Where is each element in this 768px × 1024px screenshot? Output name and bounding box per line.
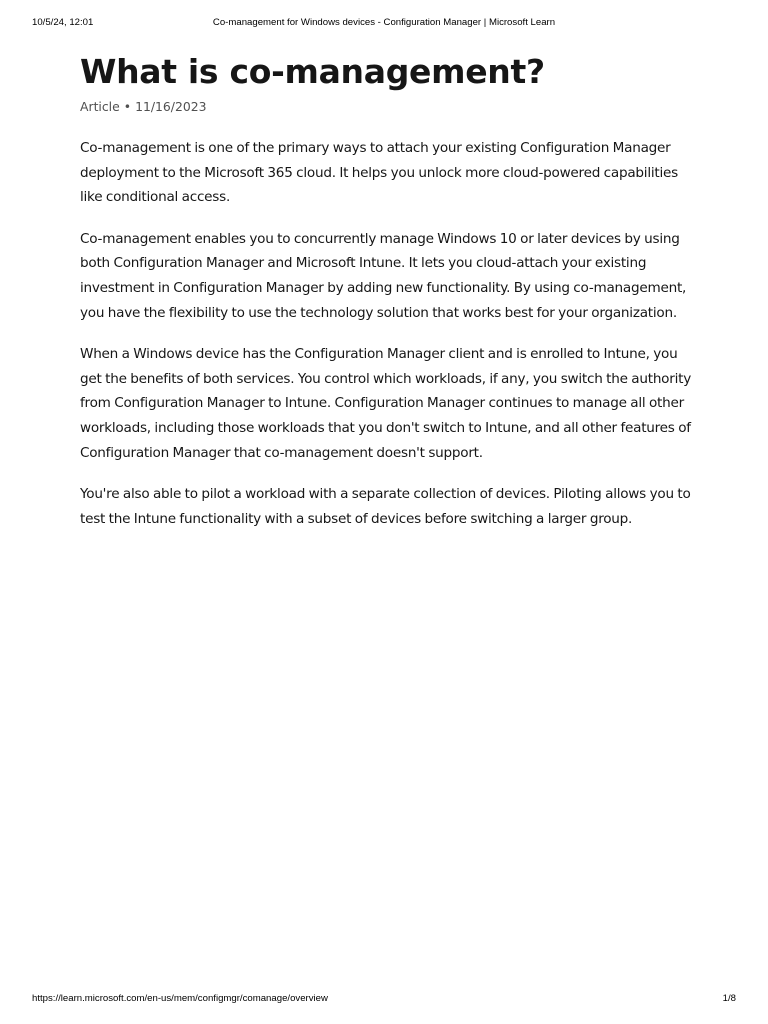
article-body [80,136,692,531]
print-footer [0,993,768,1009]
page-number: 1/8 [722,993,736,1004]
page-url: https://learn.microsoft.com/en-us/mem/configmgr/comanage/overview [32,993,328,1004]
article-type: Article [80,99,120,114]
paragraph: You're also able to pilot a workload with a separate collection of devices. Piloting allows you to test the Intune functionality with a subset of devices before switching a larger group. [80,486,691,527]
article-date: 11/16/2023 [135,99,207,114]
paragraph: Co-management is one of the primary ways to attach your existing Configuration Manager deployment to the Microsoft 365 cloud. It helps you unlock more cloud-powered capabilities like conditional access. [80,140,678,206]
print-document-title: Co-management for Windows devices - Configuration Manager | Microsoft Learn [212,17,556,28]
print-datetime: 10/5/24, 12:01 [32,17,94,28]
article-meta [80,98,692,116]
paragraph: When a Windows device has the Configuration Manager client and is enrolled to Intune, you get the benefits of both services. You control which workloads, if any, you switch the authority from Configuration Manager to Intune. Configuration Manager continues to manage all other workloads, including those workloads that you don't switch to Intune, and all other features of Configuration Manager that co-management doesn't support. [80,346,691,461]
article [80,50,692,548]
paragraph: Co-management enables you to concurrently manage Windows 10 or later devices by using both Configuration Manager and Microsoft Intune. It lets you cloud-attach your existing investment in Configuration Manager by adding new functionality. By using co-management, you have the flexibility to use the technology solution that works best for your organization. [80,230,687,321]
meta-separator: • [123,99,132,114]
print-header [0,17,768,33]
page-title: What is co-management? [80,52,545,91]
